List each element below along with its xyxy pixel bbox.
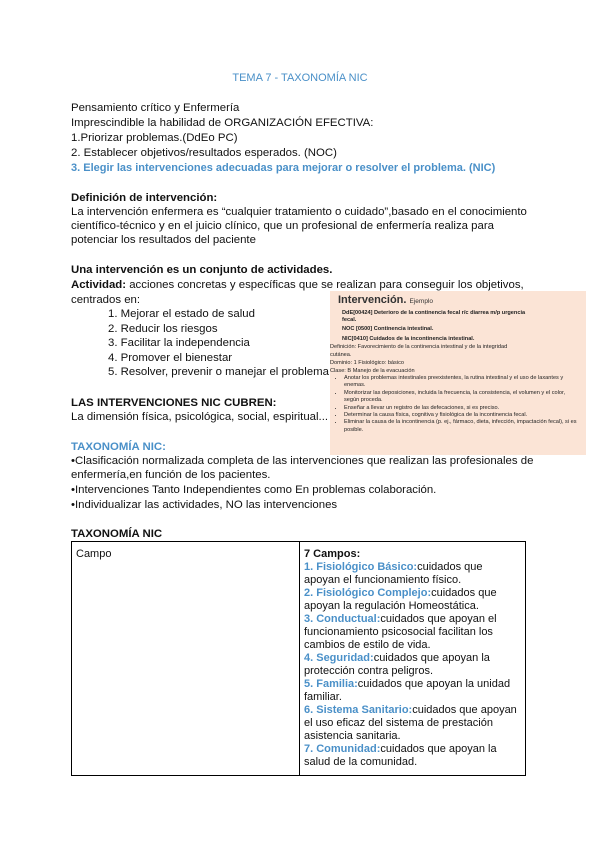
example-line: DdE[00424] Deterioro de la continencia fecal r/c diarrea m/p urgencia xyxy=(342,310,526,316)
intervention-example-box xyxy=(330,291,586,455)
example-line: NIC[0410] Cuidados de la incontinencia intestinal. xyxy=(342,336,475,342)
table-row xyxy=(72,542,526,776)
example-activity-list xyxy=(334,375,580,434)
example-activity: • Anotar los problemas intestinales preexistentes, la rutina intestinal y el uso de laxantes y enemas. xyxy=(344,375,580,390)
table-cell-campo: Campo xyxy=(72,542,300,776)
taxonomy-heading: TAXONOMÍA NIC: xyxy=(71,441,166,453)
table-heading: TAXONOMÍA NIC xyxy=(71,528,163,540)
activity-item: 2. Reducir los riesgos xyxy=(108,323,218,335)
taxonomy-bullet: •Clasificación normalizada completa de las intervenciones que realizan las profesionales de xyxy=(71,455,534,467)
page-title: TEMA 7 - TAXONOMÍA NIC xyxy=(232,72,368,84)
field-item: 2. Fisiológico Complejo:cuidados que apoyan la regulación Homeostática. xyxy=(304,587,497,612)
taxonomy-bullet: enfermería,en función de los pacientes. xyxy=(71,469,271,481)
field-item: 3. Conductual:cuidados que apoyan el funcionamiento psicosocial facilitan los cambios de estilo de vida. xyxy=(304,613,497,651)
field-item: 5. Familia:cuidados que apoyan la unidad familiar. xyxy=(304,678,511,703)
intro-line: 2. Establecer objetivos/resultados esperados. (NOC) xyxy=(71,147,337,159)
taxonomy-bullet: •Individualizar las actividades, NO las intervenciones xyxy=(71,499,338,511)
activity-item: 3. Facilitar la independencia xyxy=(108,337,250,349)
example-line: Definición: Favorecimiento de la continencia intestinal y de la integridad xyxy=(330,344,508,350)
activity-item: 4. Promover el bienestar xyxy=(108,352,233,364)
definition-heading: Definición de intervención: xyxy=(71,192,218,204)
example-line: Clase: B Manejo de la evacuación xyxy=(330,368,415,374)
definition-line: La intervención enfermera es “cualquier tratamiento o cuidado”,basado en el conocimiento xyxy=(71,206,527,218)
activity-item: 1. Mejorar el estado de salud xyxy=(108,308,255,320)
field-item: 6. Sistema Sanitario:cuidados que apoyan el uso eficaz del sistema de prestación asistencia sanitaria. xyxy=(304,704,517,742)
activity-item: 5. Resolver, prevenir o manejar el problema xyxy=(108,366,329,378)
taxonomy-bullet: •Intervenciones Tanto Independientes como En problemas colaboración. xyxy=(71,484,437,496)
intro-line: 1.Priorizar problemas.(DdEo PC) xyxy=(71,132,238,144)
activity-label: Actividad: xyxy=(71,279,127,291)
example-line: fecal. xyxy=(342,317,357,323)
activity-text: acciones concretas y específicas que se realizan para conseguir los objetivos, xyxy=(126,279,524,291)
example-activity: • Enseñar a llevar un registro de las defecaciones, si es preciso. xyxy=(344,405,580,412)
taxonomy-table xyxy=(71,541,526,776)
example-activity: • Eliminar la causa de la incontinencia (p. ej., fármaco, dieta, infección, impactación fecal), si es posible. xyxy=(344,419,580,434)
definition-line: potenciar los resultados del paciente xyxy=(71,234,256,246)
example-line: NOC [0500] Continencia intestinal. xyxy=(342,326,434,332)
cover-text: La dimensión física, psicológica, social, espiritual... xyxy=(71,411,329,423)
example-line: cutánea. xyxy=(330,352,352,358)
fields-title: 7 Campos: xyxy=(304,548,361,560)
example-title: Intervención. Ejemplo xyxy=(338,294,434,306)
example-line: Dominio: 1 Fisiológico: básico xyxy=(330,360,404,366)
definition-line: científico-técnico y en el juicio clínico, que un profesional de enfermería realiza para xyxy=(71,220,494,232)
activities-heading: Una intervención es un conjunto de actividades. xyxy=(71,264,333,276)
field-item: 4. Seguridad:cuidados que apoyan la protección contra peligros. xyxy=(304,652,490,677)
field-item: 7. Comunidad:cuidados que apoyan la salud de la comunidad. xyxy=(304,743,497,768)
table-cell-fields xyxy=(300,542,526,776)
field-item: 1. Fisiológico Básico:cuidados que apoyan el funcionamiento físico. xyxy=(304,561,483,586)
activity-text-cont: centrados en: xyxy=(71,294,141,306)
intro-highlight: 3. Elegir las intervenciones adecuadas para mejorar o resolver el problema. (NIC) xyxy=(71,162,496,174)
intro-line: Pensamiento crítico y Enfermería xyxy=(71,102,240,114)
example-activity: • Determinar la causa física, cognitiva y fisiológica de la incontinencia fecal. xyxy=(344,412,580,419)
example-activity: • Monitorizar las deposiciones, incluida la frecuencia, la consistencia, el volumen y el color, según proceda. xyxy=(344,390,580,405)
cover-heading: LAS INTERVENCIONES NIC CUBREN: xyxy=(71,397,277,409)
intro-line: Imprescindible la habilidad de ORGANIZACIÓN EFECTIVA: xyxy=(71,117,374,129)
